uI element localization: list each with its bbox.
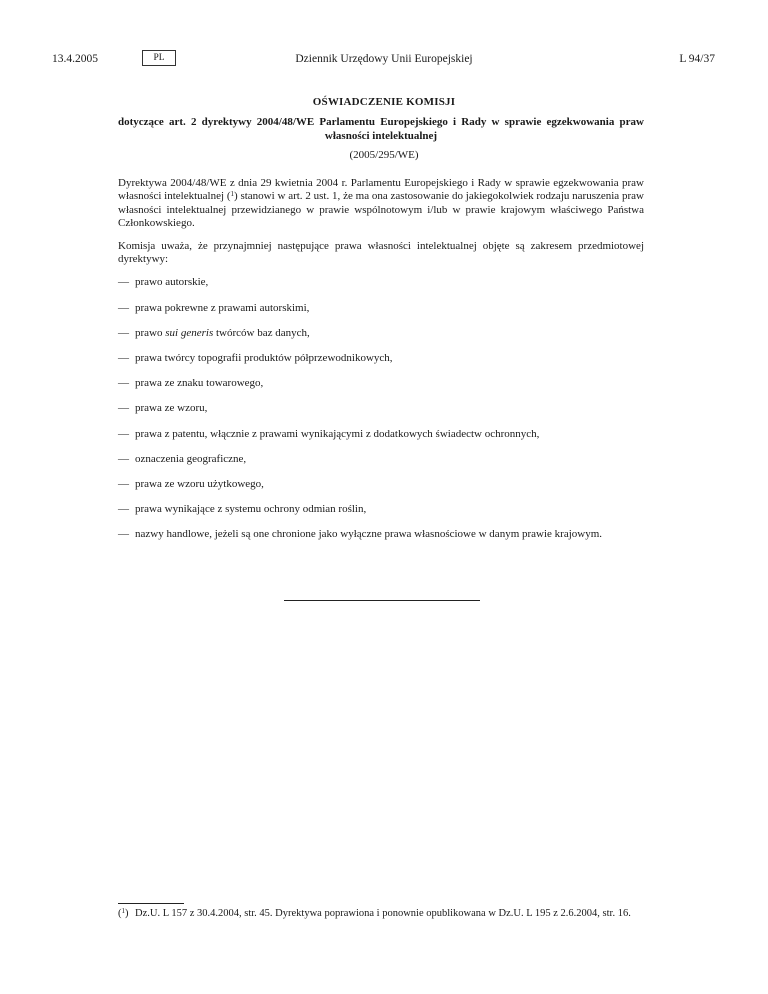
list-item-text: nazwy handlowe, jeżeli są one chronione jako wyłączne prawa własnościowe w danym prawie krajowym. <box>135 528 603 540</box>
list-dash: — <box>118 503 129 515</box>
list-dash: — <box>118 327 129 339</box>
page-reference: L 94/37 <box>679 53 715 65</box>
list-item <box>118 503 644 516</box>
list-dash: — <box>118 402 129 414</box>
list-item <box>118 327 644 340</box>
paragraph-1-part-b: ) stanowi w art. 2 ust. 1, że ma ona zastosowanie do jakiegokolwiek rodzaju naruszenia praw własności intelektualnej przewidzianego w prawie wspólnotowym i/lub w prawie krajowym właściwego Państwa Członkowskiego. <box>118 190 644 230</box>
list-item-text <box>135 327 644 340</box>
list-item <box>118 302 644 315</box>
list-item-text: prawa ze wzoru, <box>135 402 208 414</box>
paragraph-2: Komisja uważa, że przynajmniej następujące prawa własności intelektualnej objęte są zakresem przedmiotowej dyrektywy: <box>118 240 644 266</box>
paragraph-1-part-a: Dyrektywa 2004/48/WE z dnia 29 kwietnia 2004 r. Parlamentu Europejskiego i Rady w sprawie egzekwowania praw własności intelektualnej ( <box>118 177 644 203</box>
list-dash: — <box>118 377 129 389</box>
list-dash: — <box>118 528 129 540</box>
list-item <box>118 352 644 365</box>
list-item-text: prawa twórcy topografii produktów półprzewodnikowych, <box>135 352 393 364</box>
list-item <box>118 377 644 390</box>
footnote <box>118 907 644 920</box>
list-item-text: oznaczenia geograficzne, <box>135 453 247 465</box>
document-reference: (2005/295/WE) <box>349 149 419 161</box>
list-item <box>118 402 644 415</box>
document-title: OŚWIADCZENIE KOMISJI <box>312 96 456 108</box>
footnote-ref[interactable]: 1 <box>230 190 234 199</box>
footnote-divider <box>118 903 184 904</box>
language-box: PL <box>142 50 176 66</box>
item-prefix: prawo <box>135 327 166 339</box>
list-item <box>118 478 644 491</box>
section-divider <box>284 600 480 601</box>
list-item-text: prawa wynikające z systemu ochrony odmian roślin, <box>135 503 367 515</box>
item-italic-term: sui generis <box>165 327 214 339</box>
footnote-mark-number: 1 <box>121 907 125 915</box>
item-suffix: twórców baz danych, <box>215 327 310 339</box>
list-dash: — <box>118 302 129 314</box>
list-dash: — <box>118 453 129 465</box>
list-item-text: prawa ze znaku towarowego, <box>135 377 264 389</box>
journal-title: Dziennik Urzędowy Unii Europejskiej <box>295 53 473 65</box>
list-dash: — <box>118 352 129 364</box>
header-date: 13.4.2005 <box>52 53 98 65</box>
footnote-mark-open: ( <box>118 908 122 919</box>
list-item <box>118 428 644 441</box>
list-dash: — <box>118 276 129 288</box>
footnote-text: Dz.U. L 157 z 30.4.2004, str. 45. Dyrektywa poprawiona i ponownie opublikowana w Dz.U. L 195 z 2.6.2004, str. 16. <box>135 908 631 919</box>
list-item-text: prawa ze wzoru użytkowego, <box>135 478 264 490</box>
list-item-text: prawa z patentu, włącznie z prawami wynikającymi z dodatkowych świadectw ochronnych, <box>135 428 540 440</box>
list-dash: — <box>118 478 129 490</box>
list-item-text: prawo autorskie, <box>135 276 209 288</box>
list-item-text: prawa pokrewne z prawami autorskimi, <box>135 302 310 314</box>
list-dash: — <box>118 428 129 440</box>
list-item <box>118 528 644 541</box>
list-item <box>118 276 644 289</box>
document-subtitle: dotyczące art. 2 dyrektywy 2004/48/WE Parlamentu Europejskiego i Rady w sprawie egzekwowania praw własności intelektualnej <box>118 116 644 142</box>
footnote-mark-close: ) <box>125 908 129 919</box>
list-item <box>118 453 644 466</box>
paragraph-1 <box>118 177 644 231</box>
footnote-mark <box>118 907 129 920</box>
